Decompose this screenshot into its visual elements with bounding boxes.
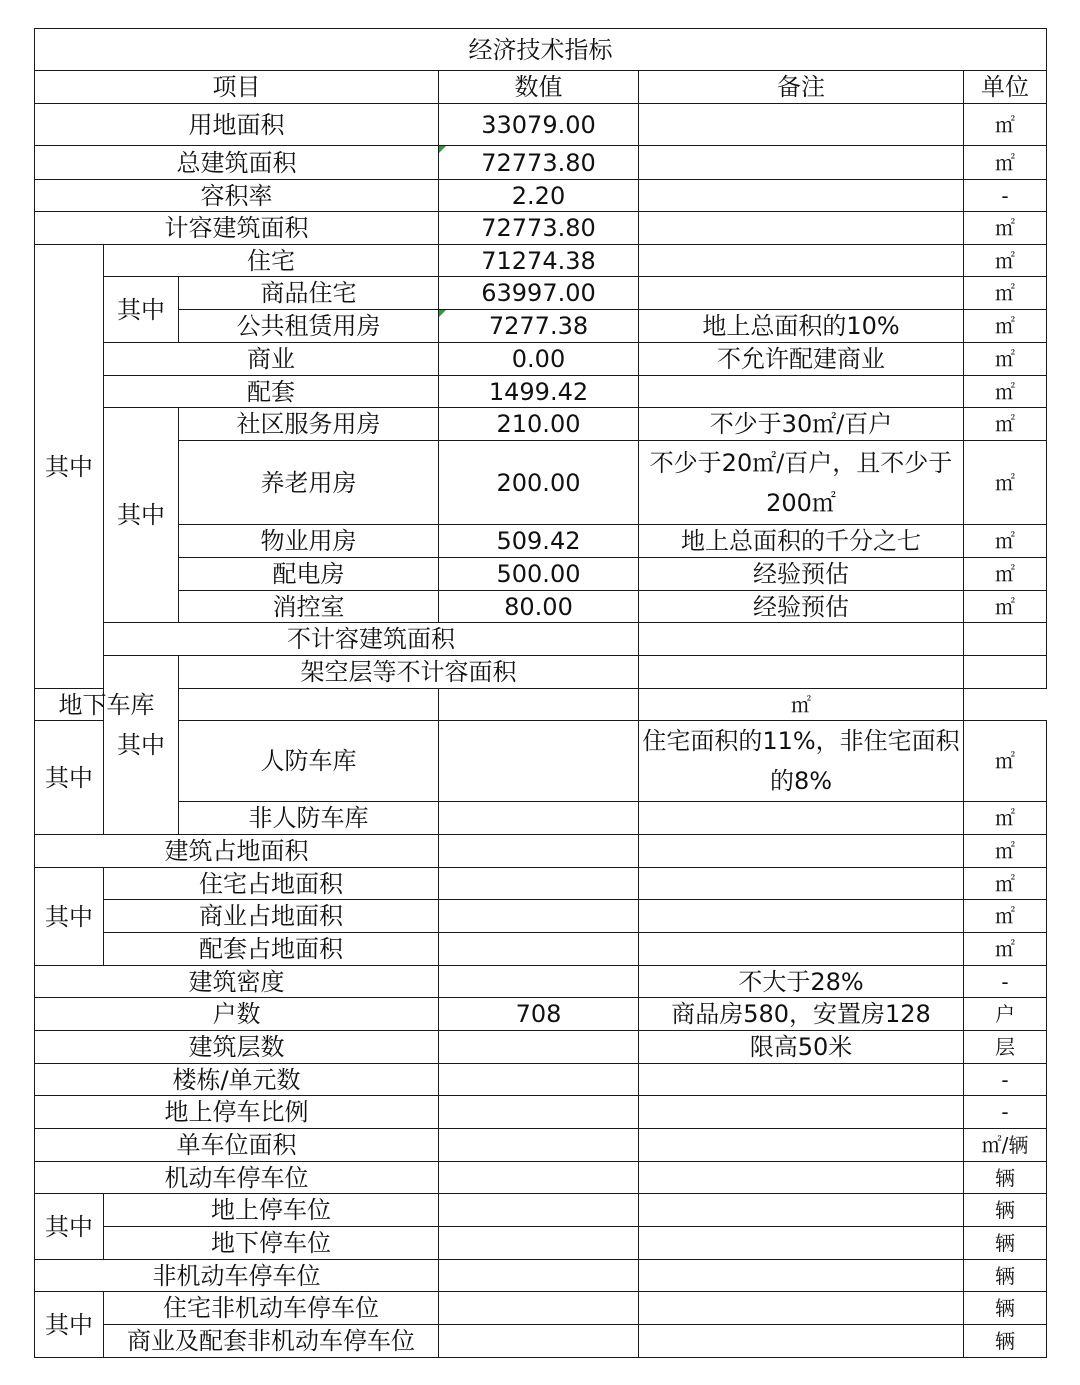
row-label: 地上停车比例 [35,1096,439,1129]
row-unit: - [964,966,1047,998]
row-unit: ㎡ [964,245,1047,277]
row-value [439,1031,639,1064]
row-label: 非人防车库 [179,802,439,835]
row-note: 不少于30㎡/百户 [639,408,964,441]
row-value: 509.42 [439,525,639,558]
row-note [639,900,964,933]
row-value [439,1260,639,1292]
row-label: 楼栋/单元数 [35,1064,439,1096]
row-note [639,933,964,966]
table-row [35,1096,1047,1129]
row-unit: ㎡ [964,558,1047,591]
group-label-qizhong: 其中 [35,868,104,966]
row-note [964,623,1047,656]
table-row [35,1194,1047,1227]
table-row [35,900,1047,933]
table-row [35,408,1047,441]
row-value [439,1129,639,1162]
row-unit: ㎡ [964,146,1047,180]
row-label: 单车位面积 [35,1129,439,1162]
table-row [35,343,1047,376]
table-row [35,1292,1047,1325]
group-label-qizhong: 其中 [104,656,179,835]
row-note [639,180,964,212]
row-label: 非机动车停车位 [35,1260,439,1292]
row-label: 配套 [104,376,439,408]
row-note [639,1292,964,1325]
economic-indicators-table [34,28,1047,835]
row-value: 210.00 [439,408,639,441]
row-label: 配电房 [179,558,439,591]
row-label: 建筑密度 [35,966,439,998]
table-row [35,689,1047,721]
row-note [639,146,964,180]
row-value [439,802,639,835]
row-note [639,1096,964,1129]
row-label: 消控室 [179,591,439,623]
table-row [35,966,1047,998]
row-value [439,835,639,868]
row-note [639,376,964,408]
table-row [35,1325,1047,1358]
row-label: 地下停车位 [104,1227,439,1260]
row-note [639,212,964,245]
row-note [639,1064,964,1096]
row-label: 人防车库 [179,721,439,802]
subgroup-label-qizhong: 其中 [35,721,104,835]
row-label: 公共租赁用房 [179,310,439,343]
row-unit: ㎡ [964,376,1047,408]
table-row [35,623,1047,656]
row-note: 不允许配建商业 [639,343,964,376]
row-label: 配套占地面积 [104,933,439,966]
row-label: 总建筑面积 [35,146,439,180]
table-row [35,591,1047,623]
table-row [35,277,1047,310]
table-title: 经济技术指标 [35,29,1047,71]
table-row [35,212,1047,245]
row-value [179,689,439,721]
table-row [35,441,1047,525]
row-unit: ㎡ [964,721,1047,802]
row-value [439,966,639,998]
row-value [439,1162,639,1194]
row-note [639,1325,964,1358]
row-value: 2.20 [439,180,639,212]
row-label: 住宅非机动车停车位 [104,1292,439,1325]
row-unit: 辆 [964,1292,1047,1325]
table-row [35,180,1047,212]
table-row [35,310,1047,343]
table-row [35,558,1047,591]
row-label: 地下车库 [35,689,179,721]
row-note [639,1227,964,1260]
row-label: 养老用房 [179,441,439,525]
table-row [35,1129,1047,1162]
row-value [439,1096,639,1129]
row-unit: ㎡ [964,802,1047,835]
row-unit: 辆 [964,1325,1047,1358]
row-label: 商业 [104,343,439,376]
row-value: 200.00 [439,441,639,525]
table-row [35,376,1047,408]
row-label: 建筑占地面积 [35,835,439,868]
row-note: 不少于20㎡/百户，且不少于200㎡ [639,441,964,525]
row-note: 商品房580，安置房128 [639,998,964,1031]
row-note: 限高50米 [639,1031,964,1064]
row-value [439,868,639,900]
table-row [35,998,1047,1031]
row-value: 500.00 [439,558,639,591]
table-row [35,933,1047,966]
row-unit: - [964,1064,1047,1096]
row-unit: ㎡/辆 [964,1129,1047,1162]
row-label: 容积率 [35,180,439,212]
row-unit: ㎡ [964,343,1047,376]
row-label: 地上停车位 [104,1194,439,1227]
row-label: 商业及配套非机动车停车位 [104,1325,439,1358]
header-value: 数值 [439,71,639,104]
row-unit: ㎡ [639,689,964,721]
row-value: 33079.00 [439,104,639,146]
subgroup-label-qizhong: 其中 [104,277,179,343]
row-label: 架空层等不计容面积 [179,656,639,689]
row-value [439,1325,639,1358]
row-note: 地上总面积的千分之七 [639,525,964,558]
row-label: 住宅占地面积 [104,868,439,900]
row-label: 商业占地面积 [104,900,439,933]
table-row [35,1227,1047,1260]
header-item: 项目 [35,71,439,104]
row-value: 7277.38 [439,310,639,343]
row-value [439,1064,639,1096]
row-value [439,1227,639,1260]
table-row [35,525,1047,558]
row-label: 机动车停车位 [35,1162,439,1194]
row-unit: ㎡ [964,868,1047,900]
row-unit: ㎡ [964,591,1047,623]
table-row [35,146,1047,180]
row-unit: 辆 [964,1227,1047,1260]
row-label: 不计容建筑面积 [104,623,639,656]
row-unit: 辆 [964,1260,1047,1292]
row-unit: - [964,1096,1047,1129]
row-label: 物业用房 [179,525,439,558]
row-unit: ㎡ [964,835,1047,868]
row-note [964,656,1047,689]
row-value [639,656,964,689]
row-unit: 辆 [964,1194,1047,1227]
header-unit: 单位 [964,71,1047,104]
table-row [35,1031,1047,1064]
row-unit: ㎡ [964,525,1047,558]
row-unit: ㎡ [964,933,1047,966]
row-value: 63997.00 [439,277,639,310]
row-note: 经验预估 [639,558,964,591]
row-note [639,1129,964,1162]
row-value [639,623,964,656]
table-row [35,656,1047,689]
row-value [439,900,639,933]
row-value: 72773.80 [439,146,639,180]
row-note [639,245,964,277]
row-value: 80.00 [439,591,639,623]
row-unit: ㎡ [964,212,1047,245]
row-note: 不大于28% [639,966,964,998]
row-unit: ㎡ [964,277,1047,310]
row-unit: ㎡ [964,104,1047,146]
table-row [35,1260,1047,1292]
row-unit: 辆 [964,1162,1047,1194]
row-value: 708 [439,998,639,1031]
table-row [35,104,1047,146]
row-label: 社区服务用房 [179,408,439,441]
row-unit: ㎡ [964,310,1047,343]
row-unit: ㎡ [964,441,1047,525]
row-unit: 户 [964,998,1047,1031]
row-value [439,1292,639,1325]
row-note [639,802,964,835]
economic-indicators-table-lower [34,834,1047,1358]
row-note: 住宅面积的11%，非住宅面积的8% [639,721,964,802]
row-unit: 层 [964,1031,1047,1064]
row-note [639,277,964,310]
header-note: 备注 [639,71,964,104]
row-label: 用地面积 [35,104,439,146]
row-note [639,1260,964,1292]
group-label-qizhong: 其中 [35,245,104,689]
row-label: 建筑层数 [35,1031,439,1064]
row-note: 经验预估 [639,591,964,623]
row-note [639,868,964,900]
row-label: 户数 [35,998,439,1031]
subgroup-label-qizhong: 其中 [104,408,179,623]
row-value: 1499.42 [439,376,639,408]
row-value: 71274.38 [439,245,639,277]
table-row [35,245,1047,277]
row-value: 0.00 [439,343,639,376]
table-row [35,1162,1047,1194]
row-value [439,933,639,966]
row-unit: - [964,180,1047,212]
row-unit: ㎡ [964,900,1047,933]
row-value: 72773.80 [439,212,639,245]
group-label-qizhong: 其中 [35,1194,104,1260]
row-note [639,1194,964,1227]
table-row [35,721,1047,802]
row-note [639,1162,964,1194]
table-row [35,835,1047,868]
row-note [639,835,964,868]
row-value [439,1194,639,1227]
table-row [35,802,1047,835]
row-label: 商品住宅 [179,277,439,310]
row-label: 住宅 [104,245,439,277]
row-note [439,689,639,721]
row-label: 计容建筑面积 [35,212,439,245]
table-row [35,868,1047,900]
group-label-qizhong: 其中 [35,1292,104,1358]
row-note: 地上总面积的10% [639,310,964,343]
table-row [35,1064,1047,1096]
row-unit: ㎡ [964,408,1047,441]
row-note [639,104,964,146]
row-value [439,721,639,802]
